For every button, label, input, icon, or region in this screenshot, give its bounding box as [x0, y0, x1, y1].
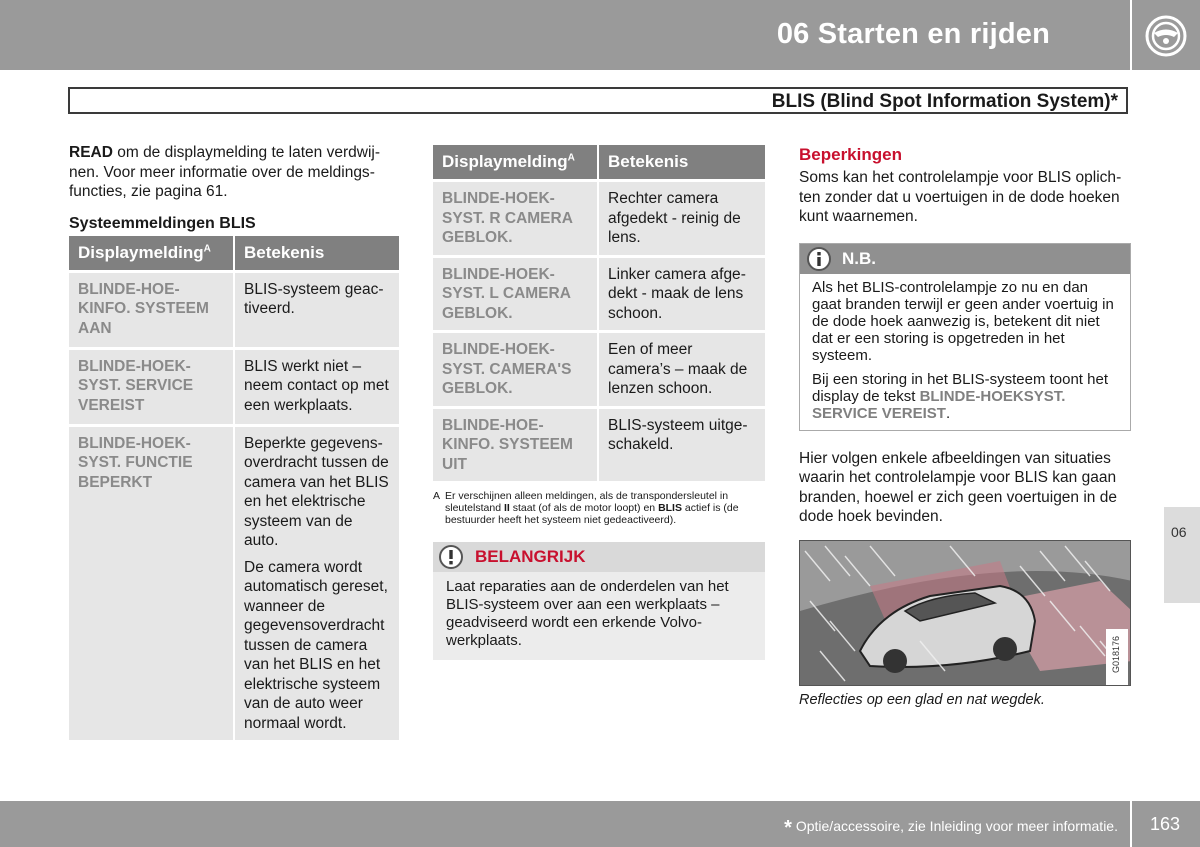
- meaning-paragraph: Beperkte gegevensoverdracht tussen de camera van het BLIS en het elektrische systeem van de auto.: [244, 434, 389, 549]
- limitations-text: Soms kan het controlelampje voor BLIS oplichten zonder dat u voertuigen in de dode hoeken kunt waarnemen.: [799, 169, 1122, 225]
- footer-bar: [0, 801, 1130, 847]
- side-tab-label: 06: [1171, 524, 1187, 540]
- exclamation-icon: [437, 545, 465, 569]
- intro-paragraph: [69, 143, 399, 202]
- chapter-header-bar: [0, 0, 1130, 70]
- note-paragraph: Bij een storing in het BLIS-systeem toont het display de tekst BLINDE-HOEKSYST. SERVICE VEREIST.: [812, 370, 1108, 422]
- message-meaning: BLIS-systeem uitgeschakeld.: [598, 407, 765, 481]
- chapter-side-tab: [1164, 507, 1200, 603]
- column-header-display-message: Displaymelding$^A$: [69, 236, 234, 272]
- footnote-mark: A: [433, 490, 441, 502]
- steering-wheel-icon: [1132, 0, 1200, 70]
- message-code: BLINDE-HOEKSYST. R CAMERA GEBLOK.: [433, 181, 598, 257]
- table-header-row: [433, 145, 765, 181]
- important-box: [433, 542, 765, 660]
- message-code: BLINDE-HOEKINFO. SYSTEEM UIT: [433, 407, 598, 481]
- important-text: Laat reparaties aan de onderdelen van het BLIS-systeem over aan een werkplaats – geadviseerd wordt een erkende Volvowerkplaats.: [446, 578, 729, 649]
- column-right: [799, 145, 1131, 708]
- meaning-paragraph: De camera wordt automatisch gereset, wanneer de gegevensoverdracht tussen de camera van het BLIS en het elektrische systeem van de auto weer normaal wordt.: [244, 558, 388, 732]
- limitations-heading: Beperkingen: [799, 145, 902, 164]
- situations-text: Hier volgen enkele afbeeldingen van situaties waarin het controlelampje voor BLIS kan gaan branden, hoewel er zich geen voertuigen in de dode hoek bevinden.: [799, 449, 1117, 525]
- intro-text: om de displaymelding te laten verdwijnen. Voor meer informatie over de meldingsfuncties, zie pagina 61.: [69, 144, 381, 200]
- column-middle: [433, 145, 765, 660]
- chapter-title: 06 Starten en rijden: [776, 18, 1050, 50]
- note-title: N.B.: [842, 248, 876, 268]
- system-messages-table: [69, 236, 399, 741]
- message-meaning: BLIS-systeem geactiveerd.: [234, 271, 399, 348]
- important-title: BELANGRIJK: [475, 547, 586, 566]
- column-left: [69, 143, 399, 740]
- car-rain-illustration: [800, 541, 1131, 686]
- message-code: BLINDE-HOEKSYST. SERVICE VEREIST: [69, 348, 234, 425]
- read-keyword: READ: [69, 144, 113, 161]
- table-row: [433, 181, 765, 257]
- message-meaning: Rechter camera afgedekt - reinig de lens.: [598, 181, 765, 257]
- table-row: [433, 332, 765, 408]
- table-row: [69, 348, 399, 425]
- figure-code: G018176: [1111, 635, 1121, 673]
- figure-caption: Reflecties op een glad en nat wegdek.: [799, 691, 1045, 708]
- section-title-bar: [68, 87, 1128, 114]
- page-number: 163: [1150, 814, 1181, 834]
- info-icon: [806, 247, 832, 271]
- table-header-row: [69, 236, 399, 272]
- message-meaning: Linker camera afgedekt - maak de lens schoon.: [598, 256, 765, 332]
- table-row: [433, 407, 765, 481]
- message-code: BLINDE-HOEKSYST. FUNCTIE BEPERKT: [69, 425, 234, 740]
- message-meaning: Een of meer camera’s – maak de lenzen schoon.: [598, 332, 765, 408]
- page-number-box: [1132, 801, 1200, 847]
- message-code: BLINDE-HOEKSYST. CAMERA'S GEBLOK.: [433, 332, 598, 408]
- table-row: [433, 256, 765, 332]
- chapter-icon-box: [1132, 0, 1200, 70]
- important-header: [433, 542, 765, 572]
- message-code: BLINDE-HOEKSYST. L CAMERA GEBLOK.: [433, 256, 598, 332]
- message-code: BLINDE-HOEKINFO. SYSTEEM AAN: [69, 271, 234, 348]
- column-header-meaning: Betekenis: [598, 145, 765, 181]
- table-row: [69, 271, 399, 348]
- footnote-text: Er verschijnen alleen meldingen, als de transpondersleutel in sleutelstand II staat (of als de motor loopt) en BLIS actief is (de bestuurder heeft het systeem niet gedeactiveerd).: [445, 490, 739, 526]
- message-meaning: BLIS werkt niet – neem contact op met een werkplaats.: [234, 348, 399, 425]
- note-body: [800, 274, 1130, 430]
- footer-note: * Optie/accessoire, zie Inleiding voor meer informatie.: [784, 817, 1118, 839]
- camera-messages-table: [433, 145, 765, 481]
- note-box: [799, 243, 1131, 431]
- column-header-meaning: Betekenis: [234, 236, 399, 272]
- note-paragraph: Als het BLIS-controlelampje zo nu en dan gaat branden terwijl er geen ander voertuig in de dode hoek aanwezig is, betekent dit niet dat er een storing is opgetreden in het systeem.: [812, 278, 1114, 364]
- table1-caption: Systeemmeldingen BLIS: [69, 214, 256, 232]
- table-footnote: [433, 490, 765, 526]
- message-meaning: [234, 425, 399, 740]
- wet-road-illustration: [799, 540, 1131, 686]
- section-title: BLIS (Blind Spot Information System)*: [771, 91, 1118, 112]
- note-header: [800, 244, 1130, 274]
- table-row: [69, 425, 399, 740]
- column-header-display-message: Displaymelding$^A$: [433, 145, 598, 181]
